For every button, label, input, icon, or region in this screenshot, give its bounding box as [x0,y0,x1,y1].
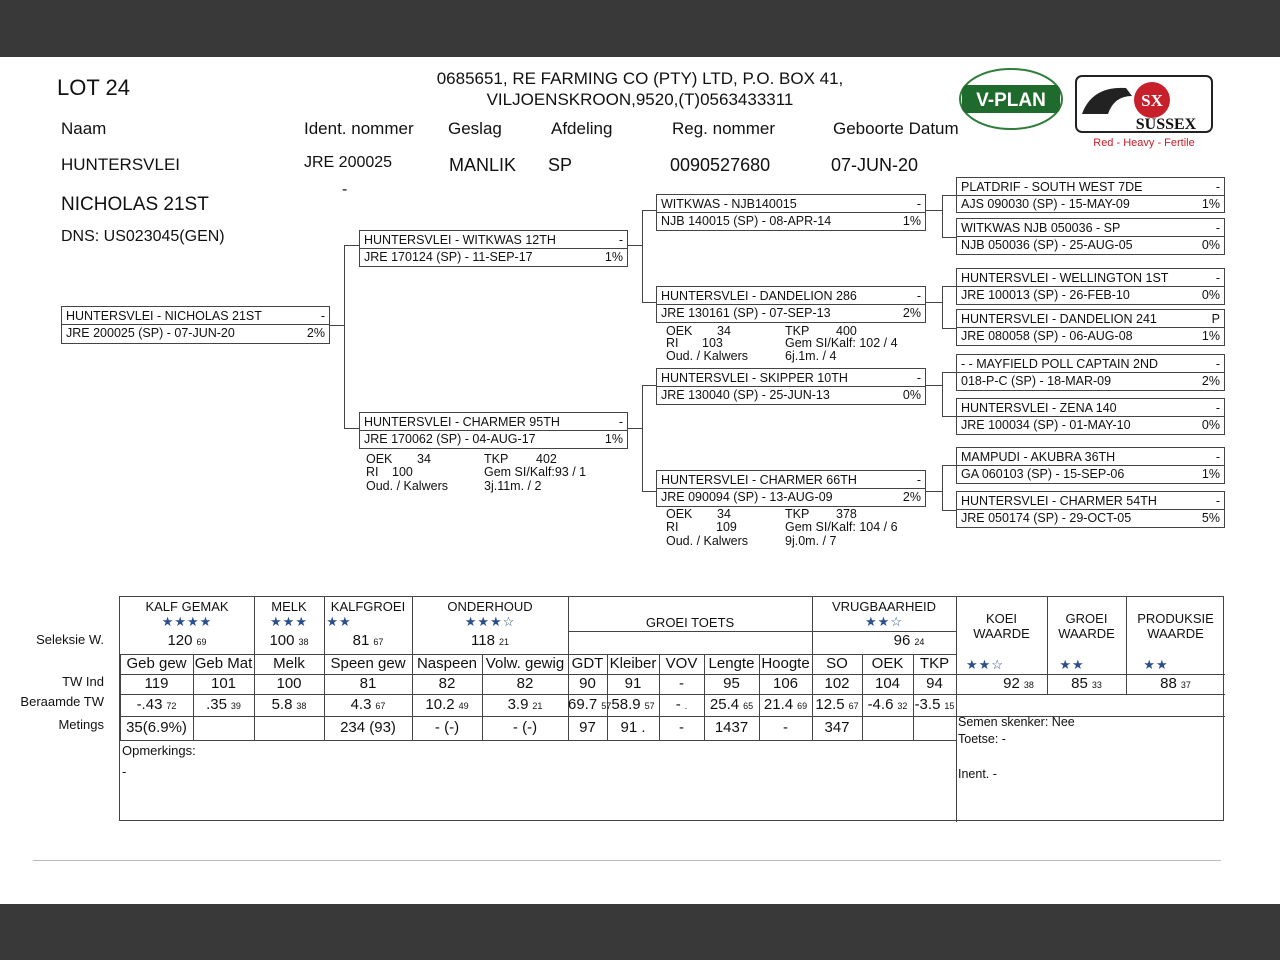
pedigree-pct: 2% [902,490,921,504]
pedigree-flag: - [1215,221,1220,235]
pedigree-g3-7 [956,447,1225,484]
cell-value: 120 [167,632,193,649]
pedigree-name: HUNTERSVLEI - WITKWAS 12TH [364,233,556,247]
tw-value: 81 [359,675,377,692]
connector [628,428,642,429]
animal-geslag: MANLIK [449,155,517,175]
cell-percentile: 39 [230,701,241,711]
column-header: TKP [919,655,950,672]
seleksie-melk [254,632,324,652]
sussex-logo-text: SUSSEX [1135,116,1197,133]
pedigree-pct: 2% [1201,374,1220,388]
pedigree-pct: 5% [1201,511,1220,525]
animal-ident-sub: - [342,181,348,198]
cell-percentile: 67 [848,701,859,711]
pedigree-name: HUNTERSVLEI - DANDELION 286 [661,289,857,303]
cell-value: 10.2 [425,696,455,713]
metings-value [913,719,956,737]
dam-dam-stats: OEK 34 TKP 378 RI 109 Gem SI/Kalf: 104 / 6 Oud. / Kalwers 9j.0m. / 7 [666,507,898,548]
cell-value: 3.9 [507,696,529,713]
cell-percentile: 37 [1180,680,1191,690]
connector [628,245,642,246]
pedigree-flag: - [618,415,623,429]
label-reg: Reg. nommer [672,119,775,138]
metings-value: 97 [579,719,596,736]
label-afdeling: Afdeling [551,119,613,138]
connector [926,210,942,211]
column-header: SO [826,655,848,672]
breeder-line-2: VILJOENSKROON,9520,(T)0563433311 [486,90,794,109]
breeder-line-1: 0685651, RE FARMING CO (PTY) LTD, P.O. BOX 41, [436,69,844,88]
tw-value: 91 [624,675,642,692]
group-koei-waarde: KOEI WAARDE [973,611,1030,641]
cell-value: - [675,696,681,713]
column-header: GDT [571,655,604,672]
cell-percentile: 24 [914,637,925,647]
cell-value: .35 [206,696,227,713]
cell-percentile: 38 [1023,680,1034,690]
connector [642,302,656,303]
pedigree-pct: 1% [902,214,921,228]
connector [642,210,656,211]
pedigree-pct: 0% [1201,418,1220,432]
pedigree-g3-3 [956,268,1225,305]
pedigree-g3-8 [956,491,1225,528]
metings-value: - [783,719,788,736]
pedigree-pct: 0% [902,388,921,402]
pedigree-g3-4 [956,309,1225,346]
beraamde-value [913,696,956,716]
toetse: Toetse: - [958,732,1006,746]
connector [942,510,956,511]
pedigree-flag: - [1215,401,1220,415]
beraamde-value [193,696,254,716]
pedigree-name: HUNTERSVLEI - CHARMER 66TH [661,473,857,487]
group-kalf-gemak: KALF GEMAK [145,599,229,614]
pedigree-dam [359,412,628,449]
pedigree-flag: - [618,233,623,247]
group-kalfgroei: KALFGROEI [330,599,406,614]
cell-percentile: 49 [458,701,469,711]
cell-percentile: 38 [298,637,309,647]
connector [344,428,359,429]
tw-value: 100 [276,675,302,692]
pedigree-reg: NJB 140015 (SP) - 08-APR-14 [661,214,832,228]
row-label-metings: Metings [58,717,104,732]
table-grid-line [568,631,812,632]
cell-value: 88 [1160,675,1177,692]
row-label-beraamde: Beraamde TW [20,694,104,709]
connector [942,195,956,196]
column-header: VOV [665,655,698,672]
cell-percentile: 33 [1091,680,1102,690]
pedigree-pct: 1% [604,432,623,446]
seleksie-vrugbaarheid [862,632,956,652]
performance-table [119,596,1224,821]
tw-value: 95 [723,675,740,692]
connector [344,245,359,246]
pedigree-flag: - [320,309,325,323]
beraamde-value [324,696,412,716]
sussex-mark: SX [1141,91,1163,110]
tw-value: 82 [516,675,534,692]
vplan-logo-text: V-PLAN [976,90,1046,111]
column-header: Hoogte [761,655,810,672]
cell-value: 100 [269,632,295,649]
pedigree-name: PLATDRIF - SOUTH WEST 7DE [961,180,1143,194]
animal-afdeling: SP [548,155,573,175]
pedigree-pct: 0% [1201,288,1220,302]
column-header: Geb gew [126,655,187,672]
column-header: Lengte [708,655,755,672]
pedigree-name: HUNTERSVLEI - SKIPPER 10TH [661,371,848,385]
koei-waarde-stars: ★★☆ [966,657,1004,672]
cell-value: -3.5 [914,696,941,713]
bottom-bar [0,904,1280,960]
column-header: Volw. gewig [485,655,565,672]
seleksie-kalfgroei [324,632,412,652]
row-label-tw: TW Ind [62,674,104,689]
pedigree-self [61,306,330,344]
metings-value [254,719,324,737]
cell-percentile: 21 [498,637,509,647]
cell-value: 58.9 [611,696,641,713]
connector [330,325,344,326]
cell-value: 12.5 [815,696,845,713]
beraamde-value [659,696,704,716]
semen-donor: Semen skenker: Nee [958,715,1075,729]
pedigree-reg: 018-P-C (SP) - 18-MAR-09 [961,374,1112,388]
pedigree-g3-6 [956,398,1225,435]
cell-percentile: . [684,701,688,711]
cell-percentile: 69 [797,701,808,711]
seleksie-onderhoud [412,632,568,652]
opmerkings-value: - [122,764,127,779]
pedigree-flag: - [1215,494,1220,508]
metings-value [862,719,913,737]
cell-percentile: 38 [296,701,307,711]
cell-value: -.43 [136,696,163,713]
column-header: Geb Mat [194,655,253,672]
connector [942,372,943,416]
pedigree-reg: JRE 080058 (SP) - 06-AUG-08 [961,329,1133,343]
pedigree-flag: - [916,473,921,487]
pedigree-name: WITKWAS NJB 050036 - SP [961,221,1121,235]
group-melk: MELK [271,599,307,614]
pedigree-reg: AJS 090030 (SP) - 15-MAY-09 [961,197,1130,211]
pedigree-pct: 1% [1201,329,1220,343]
seleksie-kalf [120,632,254,652]
connector [926,491,942,492]
cell-percentile: 69 [196,637,207,647]
pedigree-reg: JRE 200025 (SP) - 07-JUN-20 [66,326,235,340]
column-header: Naspeen [416,655,478,672]
pedigree-reg: JRE 090094 (SP) - 13-AUG-09 [661,490,833,504]
group-onderhoud: ONDERHOUD [447,599,533,614]
pedigree-flag: P [1211,312,1220,326]
sire-dam-stats: OEK 34 TKP 400 RI 103 Gem SI/Kalf: 102 / 4 Oud. / Kalwers 6j.1m. / 4 [666,324,898,363]
melk-stars: ★★★ [270,614,308,629]
vrugbaarheid-stars: ★★☆ [865,614,903,629]
kalf-gemak-stars: ★★★★ [161,614,213,629]
connector [942,465,943,510]
pedigree-name: HUNTERSVLEI - ZENA 140 [961,401,1117,415]
pedigree-name: - - MAYFIELD POLL CAPTAIN 2ND [961,357,1159,371]
pedigree-reg: JRE 170062 (SP) - 04-AUG-17 [364,432,536,446]
tw-value: 94 [926,675,943,692]
label-naam: Naam [61,119,107,138]
connector [942,416,956,417]
cell-percentile: 15 [944,701,955,711]
tw-value: 106 [772,675,799,692]
sussex-tagline: Red - Heavy - Fertile [1093,137,1195,149]
pedigree-pct: 1% [604,250,623,264]
pedigree-sire-sire [656,194,926,231]
pedigree-name: HUNTERSVLEI - DANDELION 241 [961,312,1157,326]
row-label-seleksie: Seleksie W. [36,632,104,647]
footer-divider [33,860,1221,861]
pedigree-name: HUNTERSVLEI - CHARMER 54TH [961,494,1157,508]
beraamde-value [812,696,862,716]
pedigree-reg: NJB 050036 (SP) - 25-AUG-05 [961,238,1133,252]
cell-percentile: 72 [166,701,177,711]
cell-percentile: 57 [601,701,612,711]
pedigree-reg: GA 060103 (SP) - 15-SEP-06 [961,467,1125,481]
cell-value: 81 [352,632,370,649]
column-header: Kleiber [609,655,657,672]
label-ident: Ident. nommer [304,119,414,138]
opmerkings-label: Opmerkings: [122,743,196,758]
animal-prefix: HUNTERSVLEI [61,155,181,174]
cell-percentile: 57 [644,701,655,711]
cell-value: 5.8 [271,696,293,713]
pedigree-sire-dam [656,286,926,323]
cell-percentile: 65 [743,701,754,711]
metings-value: 234 (93) [340,719,396,736]
pedigree-reg: JRE 130161 (SP) - 07-SEP-13 [661,306,831,320]
tw-groei-waarde [1047,675,1126,695]
connector [642,385,643,491]
tw-value: 90 [579,675,596,692]
top-bar [0,0,1280,57]
cell-value: 21.4 [763,696,794,713]
metings-value: - [679,719,684,736]
connector [344,245,345,428]
metings-value: 91 . [620,719,646,736]
pedigree-pct: 1% [1201,197,1220,211]
connector [942,328,956,329]
pedigree-pct: 2% [902,306,921,320]
animal-geboorte: 07-JUN-20 [831,155,919,175]
tw-value: 101 [210,675,237,692]
beraamde-value [568,696,612,716]
beraamde-value [254,696,324,716]
pedigree-reg: JRE 050174 (SP) - 29-OCT-05 [961,511,1132,525]
animal-ident: JRE 200025 [304,154,393,171]
cell-value: 96 [893,632,911,649]
pedigree-pct: 0% [1201,238,1220,252]
tw-value: 82 [438,675,456,692]
pedigree-flag: - [1215,450,1220,464]
column-header: OEK [871,655,904,672]
tw-produksie-waarde [1126,675,1225,695]
group-groei-waarde: GROEI WAARDE [1058,611,1115,641]
animal-dns: DNS: US023045(GEN) [61,228,225,245]
connector [942,195,943,237]
pedigree-name: HUNTERSVLEI - CHARMER 95TH [364,415,560,429]
metings-value: 35(6.9%) [126,719,187,736]
connector [642,385,656,386]
animal-reg: 0090527680 [670,155,771,175]
beraamde-value [120,696,193,716]
cell-percentile: 32 [897,701,908,711]
pedigree-reg: JRE 130040 (SP) - 25-JUN-13 [661,388,830,402]
cell-percentile: 21 [532,701,543,711]
pedigree-sire [359,230,628,267]
pedigree-pct: 2% [306,326,325,340]
cell-value: 85 [1071,675,1088,692]
tw-value: 102 [824,675,850,692]
connector [642,491,656,492]
metings-value [193,719,254,737]
kalfgroei-stars: ★★ [326,614,352,629]
beraamde-value [412,696,482,716]
cell-percentile: 67 [373,637,384,647]
pedigree-g3-2 [956,218,1225,255]
cell-value: -4.6 [867,696,894,713]
beraamde-value [607,696,659,716]
vplan-logo [958,68,1064,130]
beraamde-value [759,696,812,716]
metings-value: 1437 [714,719,749,736]
connector [942,237,956,238]
cell-value: 118 [471,632,495,649]
pedigree-reg: JRE 170124 (SP) - 11-SEP-17 [364,250,533,264]
sussex-logo [1074,74,1214,150]
animal-name: NICHOLAS 21ST [61,194,209,215]
pedigree-g3-5 [956,354,1225,391]
column-header: Melk [273,655,305,672]
group-produksie-waarde: PRODUKSIE WAARDE [1137,611,1214,641]
pedigree-pct: 1% [1201,467,1220,481]
pedigree-reg: JRE 100034 (SP) - 01-MAY-10 [961,418,1131,432]
beraamde-value [704,696,759,716]
pedigree-flag: - [916,197,921,211]
connector [942,372,956,373]
dam-stats: OEK 34 TKP 402 RI 100 Gem SI/Kalf:93 / 1 Oud. / Kalwers 3j.11m. / 2 [366,452,587,493]
connector [942,286,956,287]
pedigree-name: MAMPUDI - AKUBRA 36TH [961,450,1116,464]
table-grid-line [120,740,956,741]
label-geboorte: Geboorte Datum [833,119,959,138]
pedigree-flag: - [1215,357,1220,371]
pedigree-reg: JRE 100013 (SP) - 26-FEB-10 [961,288,1130,302]
onderhoud-stars: ★★★☆ [464,614,516,629]
connector [926,385,942,386]
group-groei-toets: GROEI TOETS [645,615,735,630]
column-header: Speen gew [330,655,406,672]
pedigree-dam-sire [656,368,926,405]
tw-value: 119 [144,675,169,692]
metings-value: - (-) [512,719,538,736]
cell-value: 4.3 [350,696,372,713]
pedigree-name: HUNTERSVLEI - NICHOLAS 21ST [66,309,262,323]
pedigree-flag: - [916,289,921,303]
tw-value: 104 [874,675,901,692]
lot-number: LOT 24 [57,75,130,100]
produksie-waarde-stars: ★★ [1143,657,1169,672]
connector [942,465,956,466]
connector [642,210,643,302]
pedigree-flag: - [1215,271,1220,285]
cell-value: 69.7 [568,696,598,713]
groei-waarde-stars: ★★ [1059,657,1085,672]
cell-value: 25.4 [709,696,740,713]
cell-percentile: 67 [375,701,386,711]
label-geslag: Geslag [448,119,502,138]
beraamde-value [862,696,913,716]
pedigree-flag: - [916,371,921,385]
connector [942,286,943,328]
pedigree-flag: - [1215,180,1220,194]
inent: Inent. - [958,767,997,781]
cell-value: 92 [1003,675,1020,692]
pedigree-name: WITKWAS - NJB140015 [661,197,797,211]
metings-value: - (-) [434,719,460,736]
pedigree-g3-1 [956,177,1225,213]
metings-value: 347 [824,719,850,736]
pedigree-dam-dam [656,470,926,507]
beraamde-value [482,696,568,716]
connector [926,302,942,303]
group-vrugbaarheid: VRUGBAARHEID [831,599,937,614]
tw-value: - [679,675,684,692]
pedigree-name: HUNTERSVLEI - WELLINGTON 1ST [961,271,1169,285]
